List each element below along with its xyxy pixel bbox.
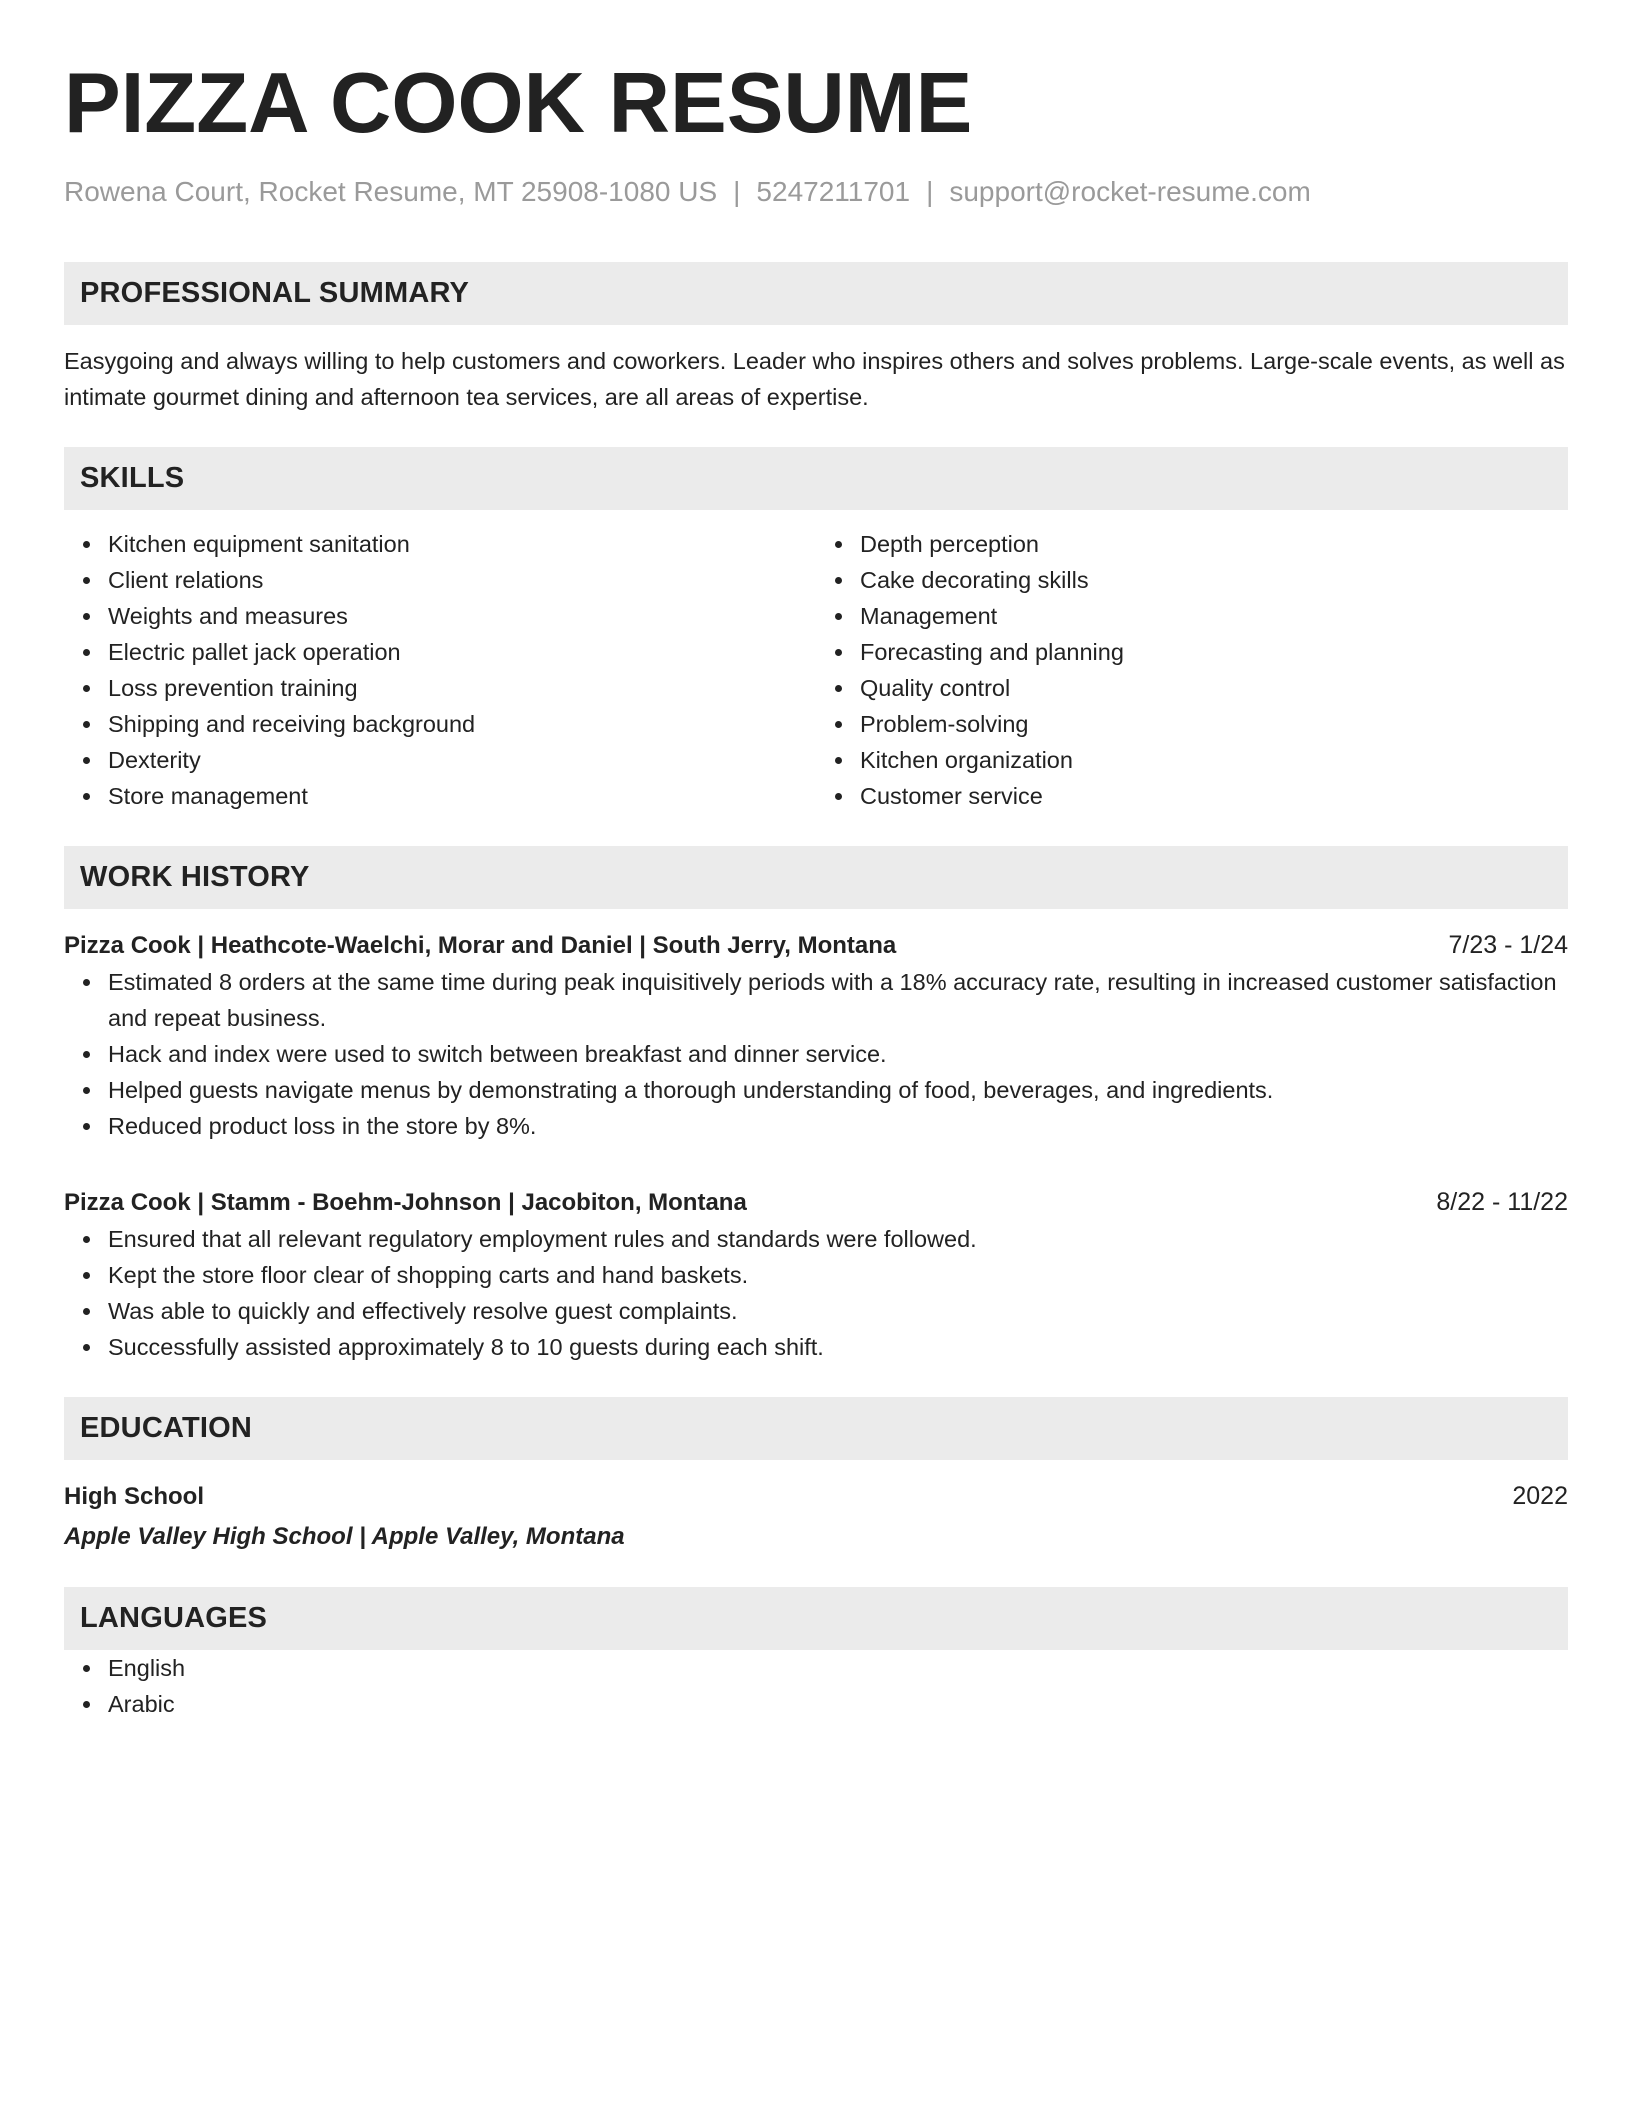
language-item: English [108, 1650, 1568, 1686]
job-bullet-list [64, 964, 1568, 1144]
contact-separator: | [733, 176, 741, 207]
section-header-work-history: WORK HISTORY [64, 846, 1568, 909]
job-bullet: Helped guests navigate menus by demonstrating a thorough understanding of food, beverages, and ingredients. [108, 1072, 1568, 1108]
job-bullet: Successfully assisted approximately 8 to 10 guests during each shift. [108, 1329, 1568, 1365]
skill-item: Quality control [860, 670, 1568, 706]
education-year: 2022 [1512, 1482, 1568, 1510]
job-bullet: Reduced product loss in the store by 8%. [108, 1108, 1568, 1144]
job-title: Pizza Cook | Stamm - Boehm-Johnson | Jacobiton, Montana [64, 1189, 747, 1216]
skill-item: Kitchen equipment sanitation [108, 526, 816, 562]
section-header-summary: PROFESSIONAL SUMMARY [64, 262, 1568, 325]
education-entry [64, 1478, 1568, 1555]
job-bullet: Kept the store floor clear of shopping carts and hand baskets. [108, 1257, 1568, 1293]
contact-address: Rowena Court, Rocket Resume, MT 25908-1080 US [64, 176, 718, 207]
job-title: Pizza Cook | Heathcote-Waelchi, Morar and Daniel | South Jerry, Montana [64, 932, 897, 959]
skills-right-column [816, 526, 1568, 814]
skill-item: Cake decorating skills [860, 562, 1568, 598]
skill-item: Weights and measures [108, 598, 816, 634]
skills-columns [64, 526, 1568, 814]
contact-line [64, 174, 1568, 210]
skill-item: Electric pallet jack operation [108, 634, 816, 670]
job-bullet: Hack and index were used to switch between breakfast and dinner service. [108, 1036, 1568, 1072]
skills-left-column [64, 526, 816, 814]
section-header-education: EDUCATION [64, 1397, 1568, 1460]
section-header-languages: LANGUAGES [64, 1587, 1568, 1650]
skill-item: Kitchen organization [860, 742, 1568, 778]
job-heading-line [64, 1184, 1568, 1221]
job-bullet-list [64, 1221, 1568, 1365]
education-degree: High School [64, 1483, 204, 1510]
skill-item: Customer service [860, 778, 1568, 814]
job-dates: 8/22 - 11/22 [1436, 1188, 1568, 1216]
job-bullet: Ensured that all relevant regulatory employment rules and standards were followed. [108, 1221, 1568, 1257]
language-item: Arabic [108, 1686, 1568, 1722]
contact-phone: 5247211701 [756, 176, 911, 207]
skill-item: Dexterity [108, 742, 816, 778]
skill-item: Shipping and receiving background [108, 706, 816, 742]
skill-item: Store management [108, 778, 816, 814]
summary-text: Easygoing and always willing to help customers and coworkers. Leader who inspires others and solves problems. Large-scale events, as well as intimate gourmet dining and afternoon tea services, are all areas of expertise. [64, 348, 1565, 410]
skill-item: Depth perception [860, 526, 1568, 562]
job-heading-line [64, 927, 1568, 964]
contact-separator: | [926, 176, 934, 207]
language-list [64, 1650, 1568, 1722]
education-heading-line [64, 1478, 1568, 1515]
skill-item: Client relations [108, 562, 816, 598]
job-dates: 7/23 - 1/24 [1448, 931, 1568, 959]
skill-item: Management [860, 598, 1568, 634]
job-entry [64, 1184, 1568, 1365]
job-entry [64, 927, 1568, 1144]
job-bullet: Was able to quickly and effectively resolve guest complaints. [108, 1293, 1568, 1329]
section-header-skills: SKILLS [64, 447, 1568, 510]
education-school: Apple Valley High School | Apple Valley, Montana [64, 1523, 625, 1550]
resume-title: PIZZA COOK RESUME [64, 56, 973, 151]
skill-item: Forecasting and planning [860, 634, 1568, 670]
job-bullet: Estimated 8 orders at the same time during peak inquisitively periods with a 18% accuracy rate, resulting in increased customer satisfaction and repeat business. [108, 964, 1568, 1036]
contact-email[interactable]: support@rocket-resume.com [949, 176, 1311, 207]
skill-item: Loss prevention training [108, 670, 816, 706]
skill-item: Problem-solving [860, 706, 1568, 742]
